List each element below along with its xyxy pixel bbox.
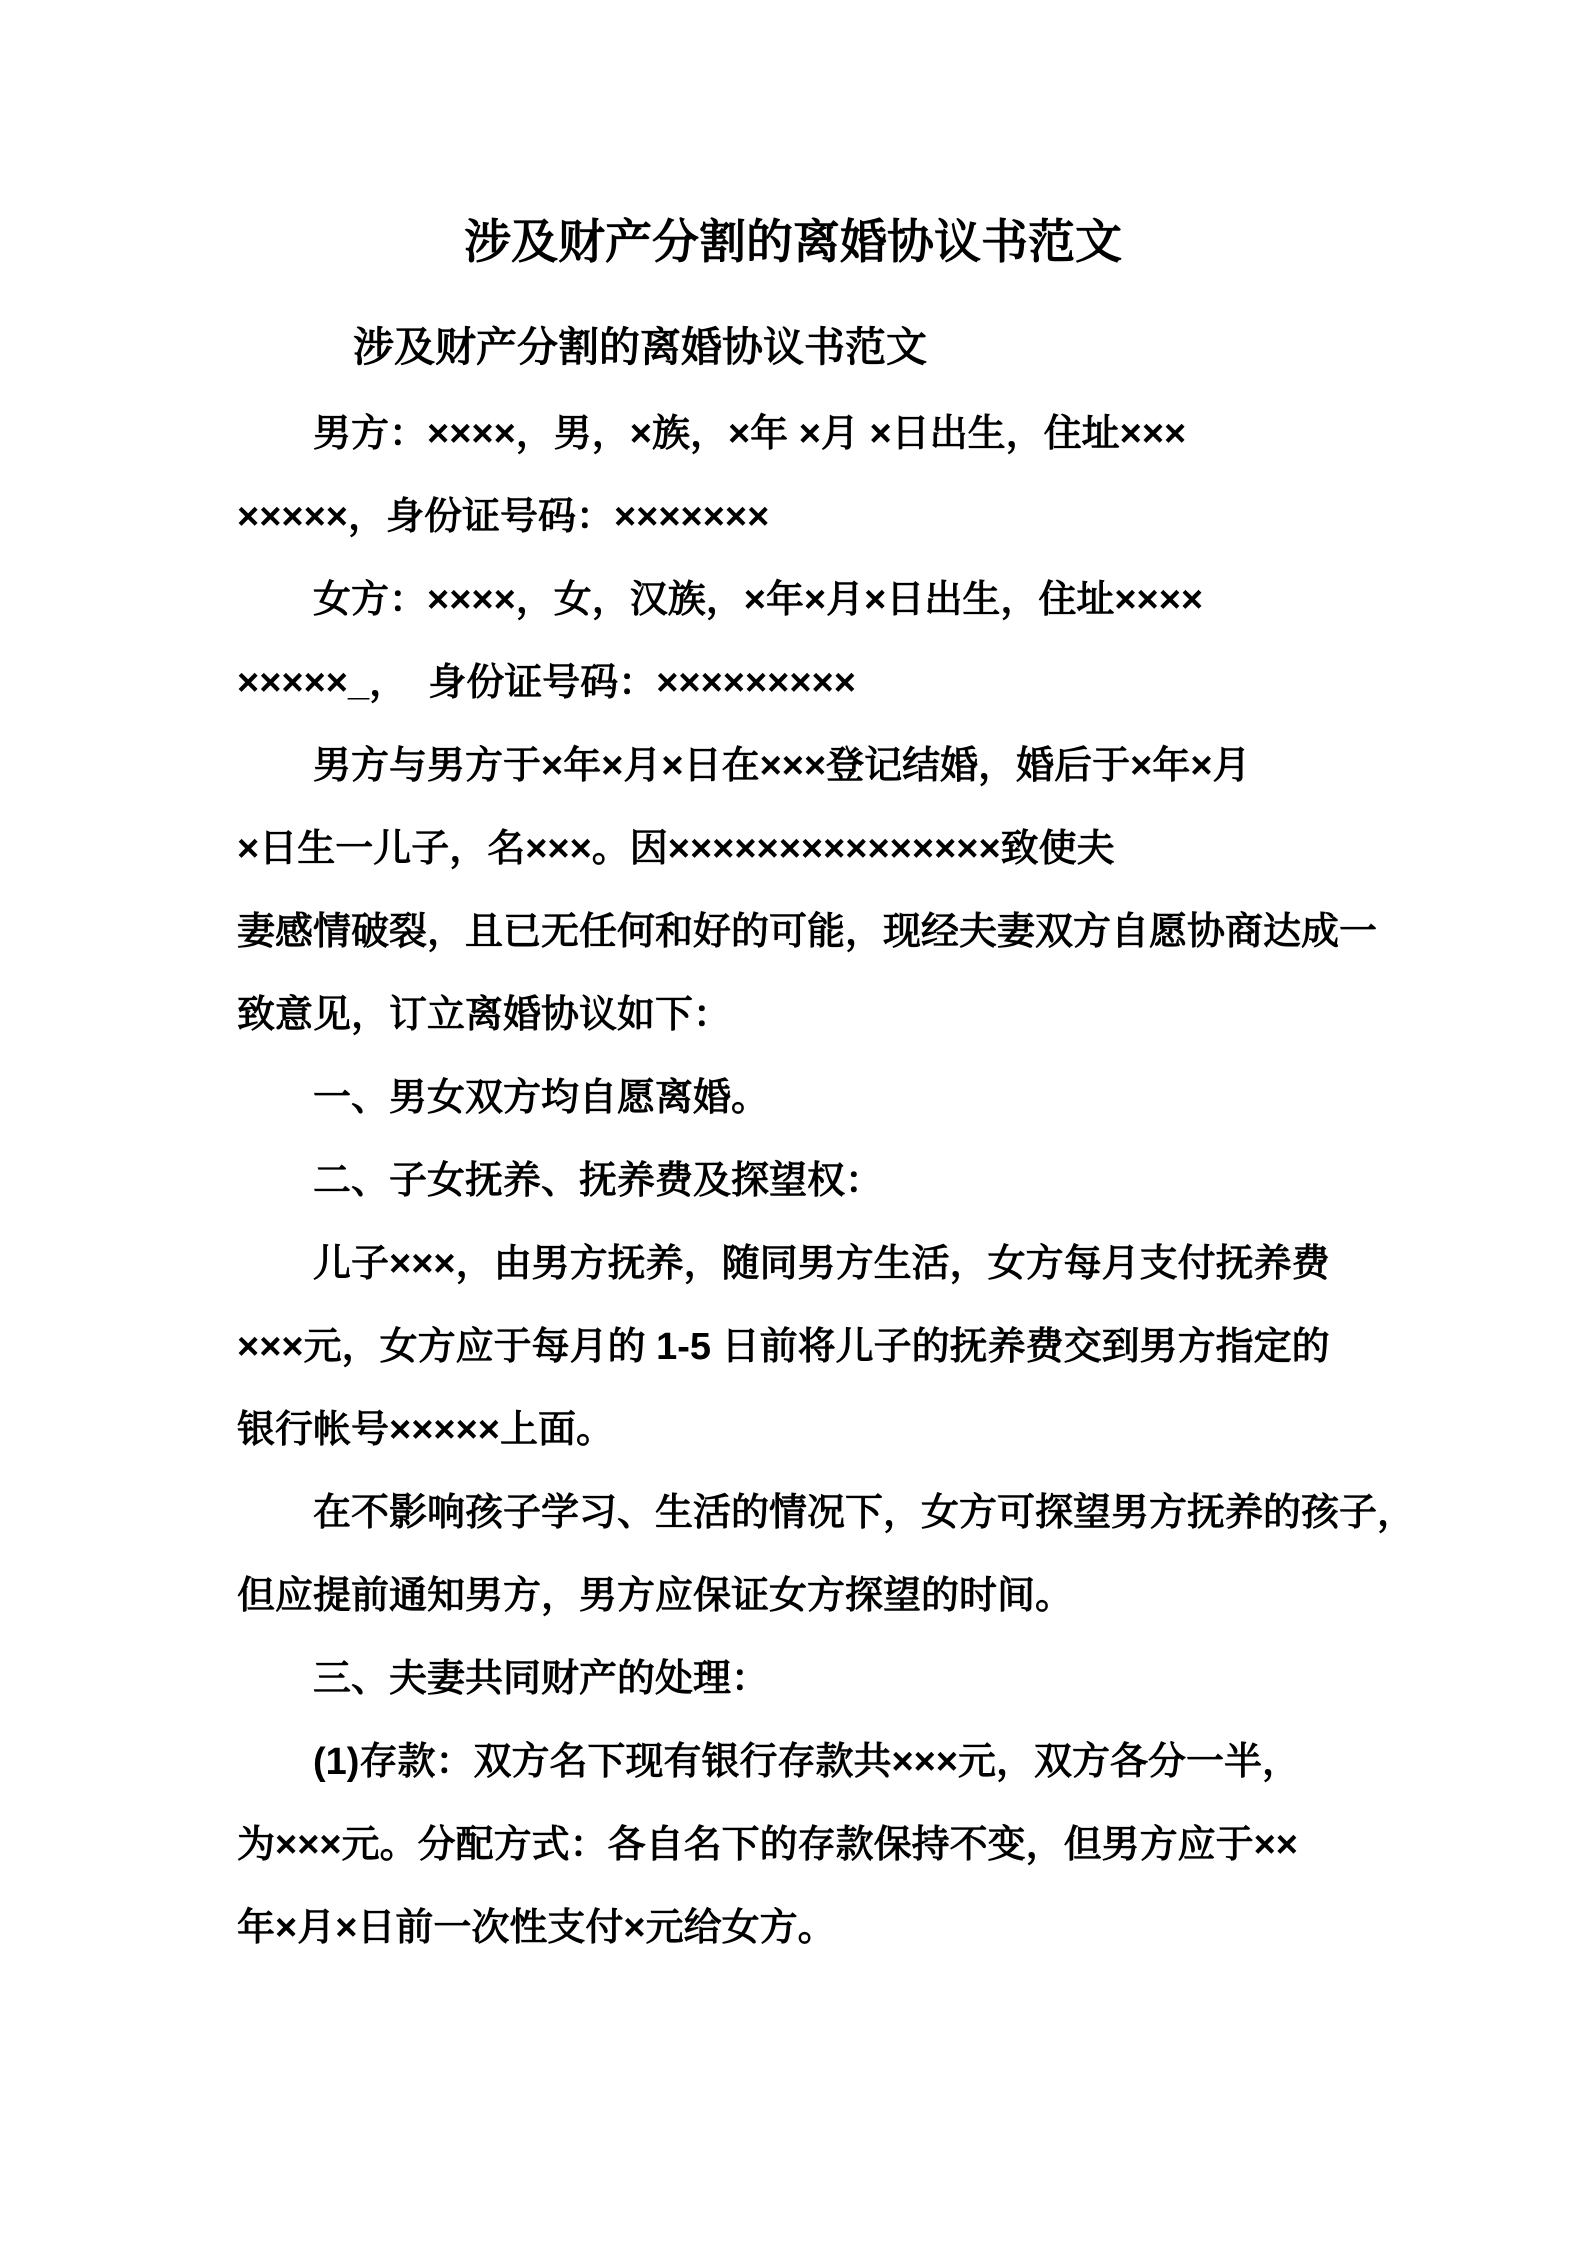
document-line: 银行帐号×××××上面。 — [237, 1409, 614, 1451]
document-line: 但应提前通知男方，男方应保证女方探望的时间。 — [237, 1575, 1074, 1617]
document-line: ×××元，女方应于每月的 1-5 日前将儿子的抚养费交到男方指定的 — [237, 1326, 1330, 1368]
document-line: ×××××，身份证号码：××××××× — [237, 496, 770, 538]
document-line: 三、夫妻共同财产的处理： — [313, 1658, 770, 1700]
document-line: ×日生一儿子，名×××。因×××××××××××××××致使夫 — [237, 828, 1115, 870]
document-line: 男方与男方于×年×月×日在×××登记结婚，婚后于×年×月 — [313, 745, 1251, 787]
document-line: ×××××_， 身份证号码：××××××××× — [237, 662, 856, 704]
document-line: 年×月×日前一次性支付×元给女方。 — [237, 1907, 836, 1949]
document-line: 男方：××××，男，×族，×年 ×月 ×日出生，住址××× — [313, 413, 1187, 455]
document-line: 为×××元。分配方式：各自名下的存款保持不变，但男方应于×× — [237, 1824, 1298, 1866]
document-line: 一、男女双方均自愿离婚。 — [313, 1077, 770, 1119]
document-line: (1)存款：双方名下现有银行存款共×××元，双方各分一半， — [313, 1741, 1301, 1783]
document-body — [237, 393, 1416, 1970]
document-line: 致意见，订立离婚协议如下： — [237, 994, 732, 1036]
document-line: 女方：××××，女，汉族，×年×月×日出生，住址×××× — [313, 579, 1204, 621]
document-line: 儿子×××，由男方抚养，随同男方生活，女方每月支付抚养费 — [313, 1243, 1330, 1285]
document-line: 妻感情破裂，且已无任何和好的可能，现经夫妻双方自愿协商达成一 — [237, 911, 1378, 953]
document-line: 二、子女抚养、抚养费及探望权： — [313, 1160, 884, 1202]
document-line: 在不影响孩子学习、生活的情况下，女方可探望男方抚养的孩子， — [313, 1492, 1416, 1534]
document-subtitle: 涉及财产分割的离婚协议书范文 — [353, 324, 927, 370]
page-title: 涉及财产分割的离婚协议书范文 — [464, 215, 1122, 268]
